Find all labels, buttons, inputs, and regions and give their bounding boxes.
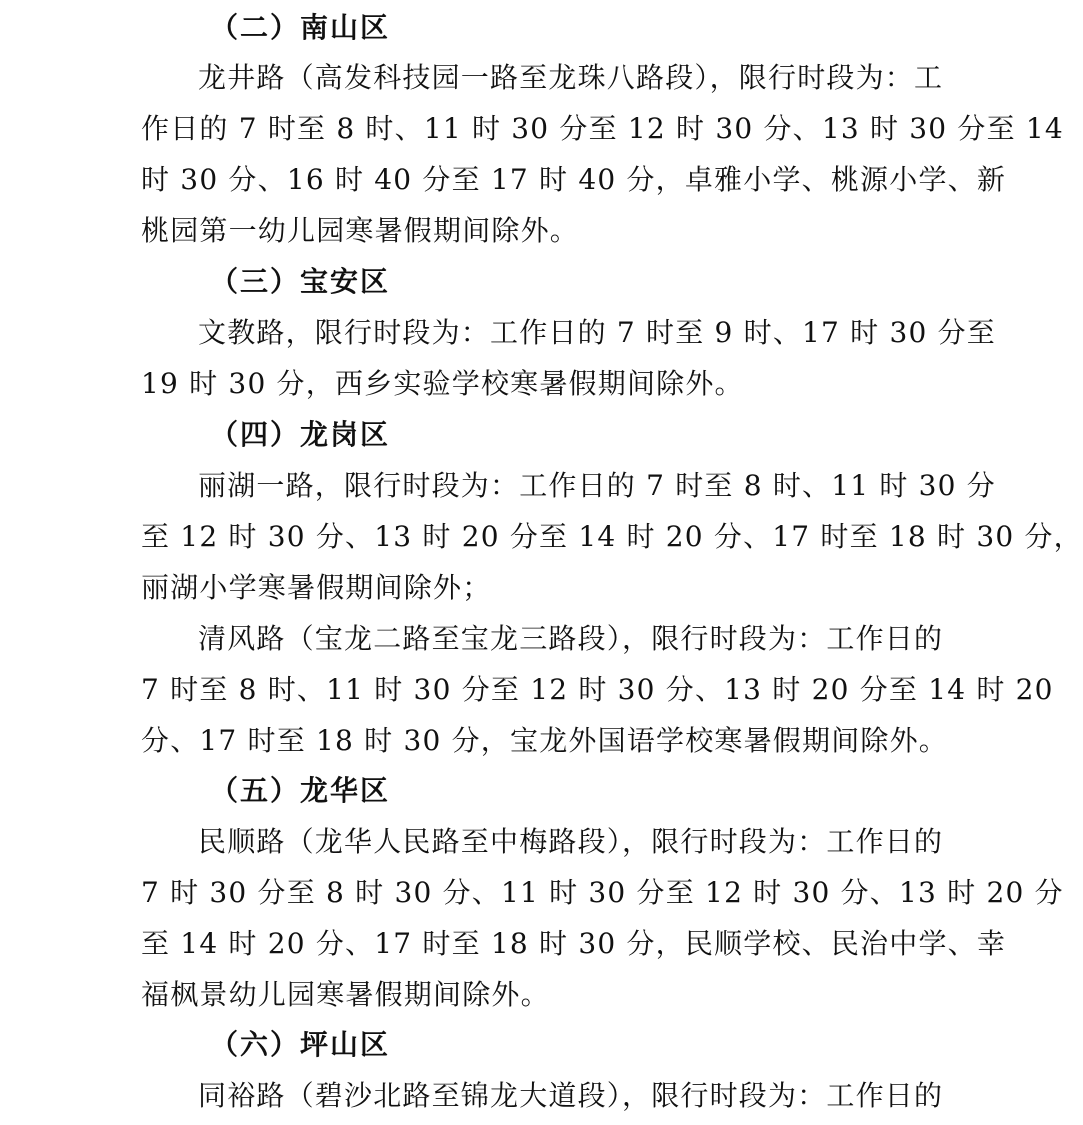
paragraph-line: 7 时至 8 时、11 时 30 分至 12 时 30 分、13 时 20 分至 14 时 20 [141,673,1054,706]
paragraph-line: 民顺路（龙华人民路至中梅路段），限行时段为：工作日的 [198,825,944,858]
paragraph-line: 19 时 30 分，西乡实验学校寒暑假期间除外。 [141,367,744,400]
paragraph-line: 至 14 时 20 分、17 时至 18 时 30 分，民顺学校、民治中学、幸 [141,927,1007,960]
paragraph-line: 分、17 时至 18 时 30 分，宝龙外国语学校寒暑假期间除外。 [141,724,948,757]
paragraph-line: 丽湖一路，限行时段为：工作日的 7 时至 8 时、11 时 30 分 [198,469,996,502]
paragraph-line: 7 时 30 分至 8 时 30 分、11 时 30 分至 12 时 30 分、13 时 20 分 [141,876,1064,909]
paragraph-line: 龙井路（高发科技园一路至龙珠八路段），限行时段为：工 [198,61,944,94]
section-heading-longhua: （五）龙华区 [210,774,391,807]
paragraph-line: 至 12 时 30 分、13 时 20 分至 14 时 20 分、17 时至 18 时 30 分， [141,520,1083,553]
paragraph-line: 作日的 7 时至 8 时、11 时 30 分至 12 时 30 分、13 时 30 分至 14 [141,112,1064,145]
paragraph-line: 时 30 分、16 时 40 分至 17 时 40 分，卓雅小学、桃源小学、新 [141,163,1007,196]
section-heading-pingshan: （六）坪山区 [210,1028,391,1061]
section-heading-baoan: （三）宝安区 [210,265,391,298]
paragraph-line: 桃园第一幼儿园寒暑假期间除外。 [141,214,580,247]
paragraph-line: 福枫景幼儿园寒暑假期间除外。 [141,978,550,1011]
section-heading-nanshan: （二）南山区 [210,11,391,44]
paragraph-line: 丽湖小学寒暑假期间除外； [141,571,492,604]
section-heading-longgang: （四）龙岗区 [210,418,391,451]
paragraph-line: 清风路（宝龙二路至宝龙三路段），限行时段为：工作日的 [198,622,944,655]
paragraph-line: 同裕路（碧沙北路至锦龙大道段），限行时段为：工作日的 [198,1079,944,1112]
paragraph-line: 文教路，限行时段为：工作日的 7 时至 9 时、17 时 30 分至 [198,316,996,349]
